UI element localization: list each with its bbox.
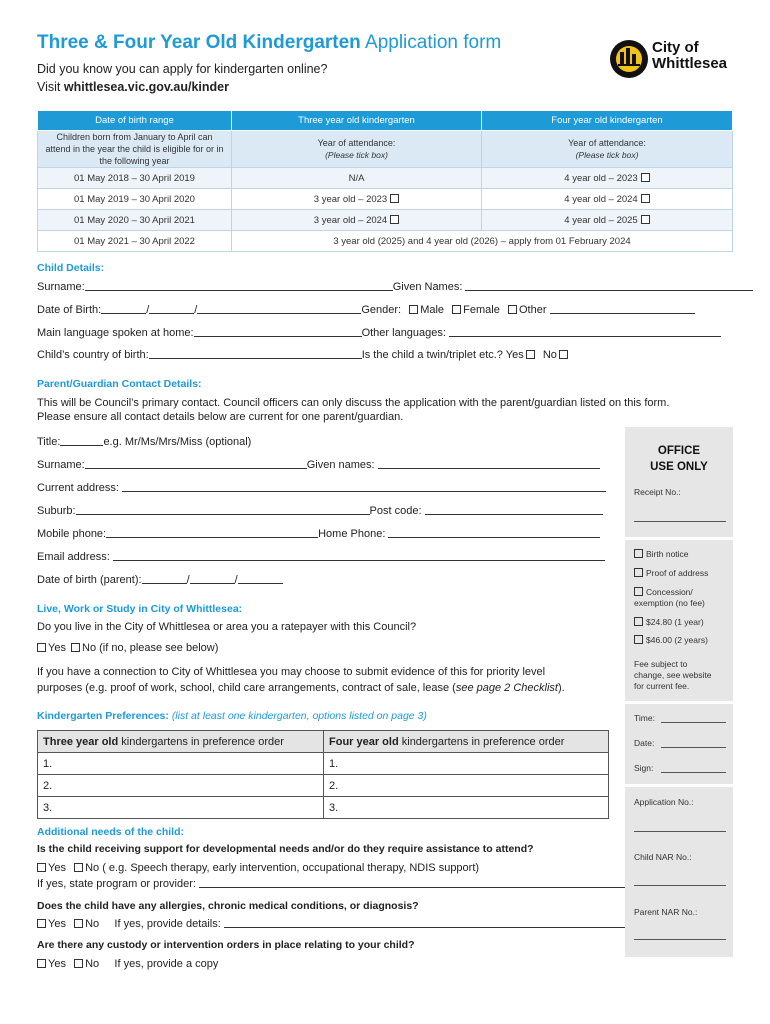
gender-male-label: Male	[420, 304, 445, 316]
fee2-checkbox[interactable]	[634, 635, 643, 644]
row-three	[232, 210, 482, 231]
twin-yes-checkbox[interactable]	[526, 350, 535, 359]
gender-female-label: Female	[463, 304, 500, 316]
parent-dob-label: Date of birth (parent):	[37, 574, 142, 586]
table-row	[38, 753, 609, 775]
fee1-checkbox[interactable]	[634, 617, 643, 626]
parent-surname-label: Surname:	[37, 459, 85, 471]
needs-q3-options	[37, 958, 218, 970]
child-dob-row: Date of Birth: / / Gender: Male Female Other	[37, 303, 695, 316]
parent-nar-field[interactable]	[634, 939, 726, 940]
child-country-row	[37, 348, 570, 361]
table-row	[38, 189, 733, 210]
gender-female-checkbox[interactable]	[452, 305, 461, 314]
time-label: Time:	[634, 713, 655, 723]
office-divider	[625, 537, 733, 540]
live-yes-checkbox[interactable]	[37, 643, 46, 652]
parent-dob-year[interactable]	[238, 573, 283, 584]
row-four	[482, 168, 733, 189]
four-2025-checkbox[interactable]	[641, 215, 650, 224]
parent-dob-month[interactable]	[190, 573, 235, 584]
needs-q1-yes-checkbox[interactable]	[37, 863, 46, 872]
row-range: 01 May 2018 – 30 April 2019	[38, 168, 232, 189]
col-header-three: Three year old kindergarten	[232, 111, 482, 131]
tick-note: (Please tick box)	[575, 150, 639, 160]
receipt-field[interactable]	[634, 521, 726, 522]
child-surname-label: Surname:	[37, 281, 85, 293]
postcode-label: Post code:	[369, 505, 422, 517]
needs-q3-followup-label: If yes, provide a copy	[114, 958, 219, 970]
needs-q2-yes-label: Yes	[48, 918, 66, 930]
email-label: Email address:	[37, 551, 110, 563]
row-range: 01 May 2020 – 30 April 2021	[38, 210, 232, 231]
country-label: Child’s country of birth:	[37, 349, 149, 361]
needs-q2-no-label: No	[85, 918, 100, 930]
parent-title-label: Title:	[37, 436, 61, 448]
receipt-label: Receipt No.:	[634, 487, 681, 497]
lead-three	[232, 131, 482, 168]
needs-q2: Does the child have any allergies, chronic medical conditions, or diagnosis?	[37, 900, 419, 912]
parent-surname-field[interactable]	[85, 458, 307, 469]
child-given-field[interactable]	[465, 280, 753, 291]
child-nar-label: Child NAR No.:	[634, 852, 692, 862]
parent-dob-day[interactable]	[142, 573, 187, 584]
child-nar-field[interactable]	[634, 885, 726, 886]
row-four-label: 4 year old – 2024	[564, 193, 638, 205]
live-yes-label: Yes	[48, 642, 66, 654]
lead-range: Children born from January to April can attend in the year the child is eligible for or in the following year	[38, 131, 232, 168]
language-field[interactable]	[194, 326, 362, 337]
needs-q1-no-label: No ( e.g. Speech therapy, early intervention, occupational therapy, NDIS support)	[85, 862, 480, 874]
needs-q2-options	[37, 917, 674, 930]
suburb-label: Suburb:	[37, 505, 76, 517]
gender-other-label: Other	[518, 304, 547, 316]
proof-row	[634, 568, 708, 579]
row-three-label: 3 year old – 2024	[313, 214, 388, 226]
fee1-row	[634, 617, 704, 628]
table-row	[38, 231, 733, 252]
country-field[interactable]	[149, 348, 362, 359]
row-three: N/A	[232, 168, 482, 189]
pref-col-three-bold: Three year old	[43, 735, 119, 748]
row-range: 01 May 2021 – 30 April 2022	[38, 231, 232, 252]
needs-q3-yes-label: Yes	[48, 958, 66, 970]
pref-col-four-bold: Four year old	[329, 735, 399, 748]
intro-line-2	[37, 80, 229, 94]
preferences-note: (list at least one kindergarten, options listed on page 3)	[171, 710, 427, 722]
time-field[interactable]	[661, 722, 726, 723]
fee2-label: $46.00 (2 years)	[646, 635, 708, 645]
row-four	[482, 189, 733, 210]
needs-q1-followup-label: If yes, state program or provider:	[37, 878, 196, 890]
postcode-field[interactable]	[425, 504, 603, 515]
live-heading: Live, Work or Study in City of Whittlesea:	[37, 603, 243, 615]
home-phone-label: Home Phone:	[318, 528, 386, 540]
pref-col-four-rest: kindergartens in preference order	[401, 735, 565, 748]
birth-notice-row	[634, 549, 689, 560]
parent-suburb-row	[37, 504, 603, 517]
parent-heading: Parent/Guardian Contact Details:	[37, 378, 202, 390]
language-label: Main language spoken at home:	[37, 327, 194, 339]
year-label: Year of attendance:	[317, 138, 396, 148]
table-row	[38, 775, 609, 797]
table-row-lead	[38, 131, 733, 168]
pref-col-three-rest: kindergartens in preference order	[121, 735, 284, 748]
parent-title-hint: e.g. Mr/Ms/Mrs/Miss (optional)	[103, 436, 252, 448]
needs-q2-no-checkbox[interactable]	[74, 919, 83, 928]
row-merged: 3 year old (2025) and 4 year old (2026) – apply from 01 February 2024	[232, 231, 733, 252]
sign-label: Sign:	[634, 763, 654, 773]
row-four	[482, 210, 733, 231]
birth-notice-checkbox[interactable]	[634, 549, 643, 558]
logo-line-1: City of	[652, 39, 699, 56]
application-no-label: Application No.:	[634, 797, 694, 807]
home-phone-field[interactable]	[388, 527, 600, 538]
parent-title-row	[37, 435, 251, 448]
child-dob-label: Date of Birth:	[37, 304, 102, 316]
child-dob-year[interactable]	[197, 303, 361, 314]
gender-label: Gender:	[361, 304, 402, 316]
pref-col-four	[324, 731, 609, 753]
pref-col-three	[38, 731, 324, 753]
dob-range-table	[37, 110, 733, 252]
four-2024-checkbox[interactable]	[641, 194, 650, 203]
office-use-panel	[625, 427, 733, 957]
child-details-heading: Child Details:	[37, 262, 105, 274]
office-title-2: USE ONLY	[650, 461, 708, 473]
title-rest: Application form	[365, 32, 502, 53]
title-bold: Three & Four Year Old Kindergarten	[37, 32, 361, 53]
intro-visit: Visit	[37, 80, 64, 94]
table-row	[38, 168, 733, 189]
birth-notice-label: Birth notice	[646, 549, 689, 559]
suburb-field[interactable]	[76, 504, 370, 515]
parent-phone-row	[37, 527, 600, 540]
preferences-heading-text: Kindergarten Preferences:	[37, 710, 169, 722]
application-no-field[interactable]	[634, 831, 726, 832]
four-pref-1[interactable]: 1.	[324, 753, 609, 775]
live-question: Do you live in the City of Whittlesea or area you a ratepayer with this Council?	[37, 621, 417, 633]
fee-note-1: Fee subject to	[634, 659, 688, 669]
fee1-label: $24.80 (1 year)	[646, 617, 704, 627]
twin-no-label: No	[542, 349, 557, 361]
fee-note	[634, 659, 712, 692]
fee-note-3: for current fee.	[634, 681, 690, 691]
needs-heading: Additional needs of the child:	[37, 826, 184, 838]
office-divider	[625, 701, 733, 704]
col-header-four: Four year old kindergarten	[482, 111, 733, 131]
other-language-label: Other languages:	[361, 327, 446, 339]
preferences-heading	[37, 710, 427, 722]
concession-checkbox[interactable]	[634, 587, 643, 596]
parent-note-1: This will be Council’s primary contact. Council officers can only discuss the application with the parent/guardian listed on this form.	[37, 397, 670, 409]
parent-given-field[interactable]	[378, 458, 600, 469]
needs-q1: Is the child receiving support for developmental needs and/or do they require assistance to attend?	[37, 843, 534, 855]
sign-field[interactable]	[661, 772, 726, 773]
three-2023-checkbox[interactable]	[390, 194, 399, 203]
address-field[interactable]	[122, 481, 606, 492]
concession-label-2: exemption (no fee)	[634, 598, 705, 608]
col-header-dob: Date of birth range	[38, 111, 232, 131]
needs-q3: Are there any custody or intervention orders in place relating to your child?	[37, 939, 415, 951]
proof-checkbox[interactable]	[634, 568, 643, 577]
child-dob-day[interactable]	[101, 303, 146, 314]
address-label: Current address:	[37, 482, 119, 494]
office-title-1: OFFICE	[657, 445, 701, 457]
row-four-label: 4 year old – 2025	[564, 214, 638, 226]
preferences-table	[37, 730, 609, 819]
concession-label-1: Concession/	[646, 587, 693, 597]
needs-q1-no-checkbox[interactable]	[74, 863, 83, 872]
year-label: Year of attendance:	[568, 138, 646, 148]
tick-note: (Please tick box)	[325, 150, 388, 160]
three-pref-1[interactable]: 1.	[38, 753, 324, 775]
lead-four	[482, 131, 733, 168]
needs-q3-no-label: No	[85, 958, 100, 970]
parent-email-row	[37, 550, 605, 563]
row-four-label: 4 year old – 2023	[564, 172, 638, 184]
needs-q1-options	[37, 862, 479, 874]
gender-other-field[interactable]	[550, 303, 695, 314]
date-label: Date:	[634, 738, 655, 748]
proof-label: Proof of address	[646, 568, 709, 578]
office-title	[625, 443, 733, 475]
parent-note-2: Please ensure all contact details below are current for one parent/guardian.	[37, 411, 404, 423]
live-no-label: No (if no, please see below)	[82, 642, 219, 654]
parent-surname-row	[37, 458, 600, 471]
child-surname-field[interactable]	[85, 280, 393, 291]
checklist-reference: see page 2 Checklist	[455, 682, 558, 694]
table-row	[38, 210, 733, 231]
twin-yes-label: Is the child a twin/triplet etc.? Yes	[361, 349, 524, 361]
child-surname-row	[37, 280, 753, 293]
logo-text	[652, 40, 727, 72]
fee-note-2: change, see website	[634, 670, 712, 680]
row-range: 01 May 2019 – 30 April 2020	[38, 189, 232, 210]
live-para-2-text: purposes (e.g. proof of work, school, child care arrangements, contract of sale, lease (	[37, 682, 456, 694]
intro-line-1: Did you know you can apply for kindergarten online?	[37, 62, 328, 76]
child-dob-month[interactable]	[149, 303, 194, 314]
needs-q2-yes-checkbox[interactable]	[37, 919, 46, 928]
page-title	[37, 32, 501, 54]
needs-q3-yes-checkbox[interactable]	[37, 959, 46, 968]
row-three	[232, 189, 482, 210]
parent-given-label: Given names:	[306, 459, 375, 471]
fee2-row	[634, 635, 708, 646]
four-pref-3[interactable]: 3.	[324, 797, 609, 819]
date-field[interactable]	[661, 747, 726, 748]
needs-q1-followup-row	[37, 877, 719, 890]
three-2024-checkbox[interactable]	[390, 215, 399, 224]
mobile-field[interactable]	[106, 527, 318, 538]
needs-q2-followup-label: If yes, provide details:	[114, 918, 221, 930]
child-given-label: Given Names:	[392, 281, 463, 293]
email-field[interactable]	[113, 550, 605, 561]
concession-row	[634, 587, 705, 609]
mobile-label: Mobile phone:	[37, 528, 107, 540]
live-options-row	[37, 642, 218, 654]
live-no-checkbox[interactable]	[71, 643, 80, 652]
twin-no-checkbox[interactable]	[559, 350, 568, 359]
four-pref-2[interactable]: 2.	[324, 775, 609, 797]
three-pref-3[interactable]: 3.	[38, 797, 324, 819]
live-para-2	[37, 681, 565, 695]
other-language-field[interactable]	[449, 326, 721, 337]
child-language-row	[37, 326, 721, 339]
kinder-url-link[interactable]: whittlesea.vic.gov.au/kinder	[63, 80, 229, 94]
needs-q3-no-checkbox[interactable]	[74, 959, 83, 968]
row-three-label: 3 year old – 2023	[313, 193, 388, 205]
gender-other-checkbox[interactable]	[508, 305, 517, 314]
needs-q2-followup-field[interactable]	[224, 917, 674, 928]
parent-address-row	[37, 481, 606, 494]
needs-q1-yes-label: Yes	[48, 862, 66, 874]
office-divider	[625, 784, 733, 787]
table-row	[38, 797, 609, 819]
live-para-2-end: ).	[557, 682, 565, 694]
parent-dob-row: Date of birth (parent): / /	[37, 573, 283, 586]
logo-line-2: Whittlesea	[652, 55, 728, 72]
three-pref-2[interactable]: 2.	[38, 775, 324, 797]
live-para-1: If you have a connection to City of Whittlesea you may choose to submit evidence of this for priority level	[37, 666, 546, 678]
parent-title-field[interactable]	[60, 435, 103, 446]
four-2023-checkbox[interactable]	[641, 173, 650, 182]
gender-male-checkbox[interactable]	[409, 305, 418, 314]
parent-nar-label: Parent NAR No.:	[634, 907, 698, 917]
